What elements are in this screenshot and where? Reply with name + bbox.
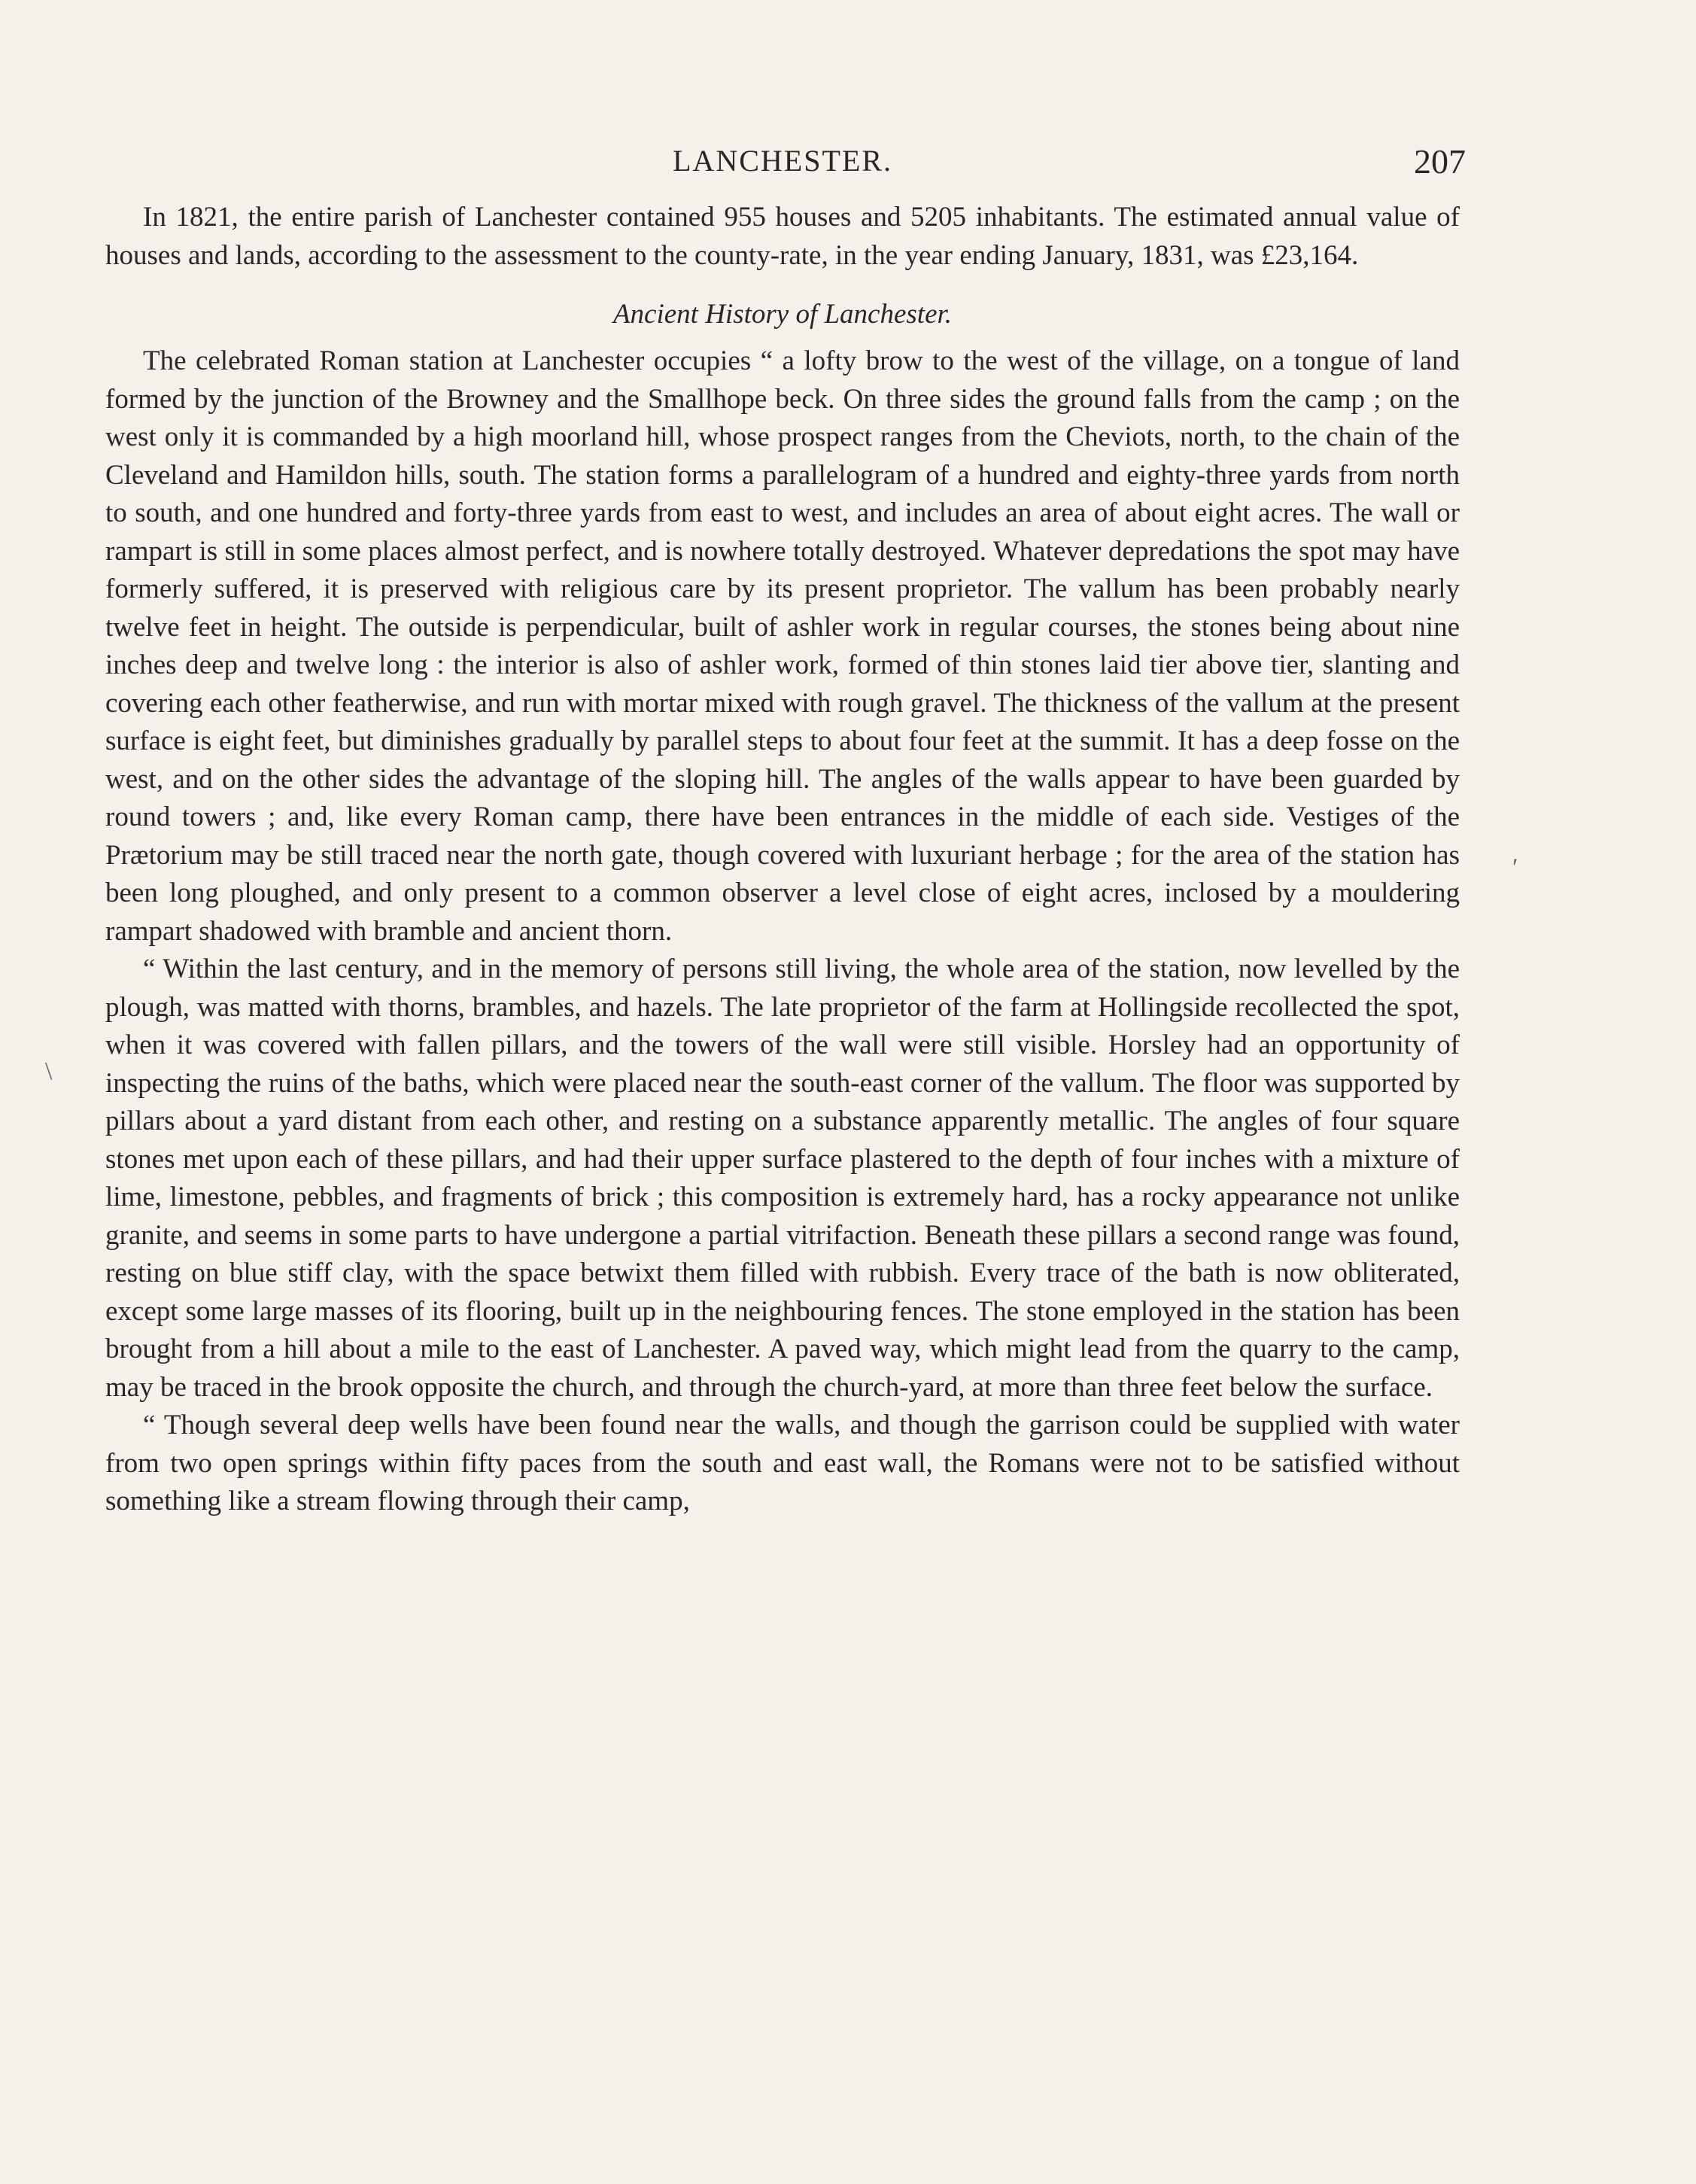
margin-pencil-mark: ʹ <box>1512 854 1518 882</box>
body-paragraph: “ Though several deep wells have been found near the walls, and though the garrison could be supplied with water from two open springs within fifty paces from the south and east wall, the Romans were not to be satisfied without something like a stream flowing through their camp, <box>105 1410 1460 1516</box>
body-paragraph: The celebrated Roman station at Lanchester occupies “ a lofty brow to the west of the village, on a tongue of land formed by the junction of the Browney and the Smallhope beck. On three sides the ground falls from the camp ; on the west only it is commanded by a high moorland hill, whose prospect ranges from the Cheviots, north, to the chain of the Cleveland and Hamildon hills, south. The station forms a parallelogram of a hundred and eighty-three yards from north to south, and one hundred and forty-three yards from east to west, and includes an area of about eight acres. The wall or rampart is still in some places almost perfect, and is nowhere totally destroyed. Whatever depredations the spot may have formerly suffered, it is preserved with religious care by its present proprietor. The vallum has been probably nearly twelve feet in height. The outside is perpendicular, built of ashler work in regular courses, the stones being about nine inches deep and twelve long : the interior is also of ashler work, formed of thin stones laid tier above tier, slanting and covering each other featherwise, and run with mortar mixed with rough gravel. The thickness of the vallum at the present surface is eight feet, but diminishes gradually by parallel steps to about four feet at the summit. It has a deep fosse on the west, and on the other sides the advantage of the sloping hill. The angles of the walls appear to have been guarded by round towers ; and, like every Roman camp, there have been entrances in the middle of each side. Vestiges of the Prætorium may be still traced near the north gate, though covered with luxuriant herbage ; for the area of the station has been long ploughed, and only present to a common observer a level close of eight acres, inclosed by a mouldering rampart shadowed with bramble and ancient thorn. <box>105 345 1460 947</box>
book-page <box>105 135 1466 1521</box>
section-heading: Ancient History of Lanchester. <box>612 299 953 330</box>
intro-paragraph: In 1821, the entire parish of Lanchester contained 955 houses and 5205 inhabitants. The estimated annual value of houses and lands, according to the assessment to the county-rate, in the year ending January, 1831, was £23,164. <box>105 202 1460 271</box>
running-title: LANCHESTER. <box>673 144 892 178</box>
body-paragraph: “ Within the last century, and in the memory of persons still living, the whole area of the station, now levelled by the plough, was matted with thorns, brambles, and hazels. The late proprietor of the farm at Hollingside recollected the spot, when it was covered with fallen pillars, and the towers of the wall were still visible. Horsley had an opportunity of inspecting the ruins of the baths, which were placed near the south-east corner of the vallum. The floor was supported by pillars about a yard distant from each other, and resting on a substance apparently metallic. The angles of four square stones met upon each of these pillars, and had their upper surface plastered to the depth of four inches with a mixture of lime, limestone, pebbles, and fragments of brick ; this composition is extremely hard, has a rocky appearance not unlike granite, and seems in some parts to have undergone a partial vitrifaction. Beneath these pillars a second range was found, resting on blue stiff clay, with the space betwixt them filled with rubbish. Every trace of the bath is now obliterated, except some large masses of its flooring, built up in the neighbouring fences. The stone employed in the station has been brought from a hill about a mile to the east of Lanchester. A paved way, which might lead from the quarry to the camp, may be traced in the brook opposite the church, and through the church-yard, at more than three feet below the surface. <box>105 954 1460 1403</box>
running-head <box>105 135 1466 188</box>
margin-pencil-mark: \ <box>45 1057 53 1085</box>
page-number: 207 <box>1414 142 1466 181</box>
